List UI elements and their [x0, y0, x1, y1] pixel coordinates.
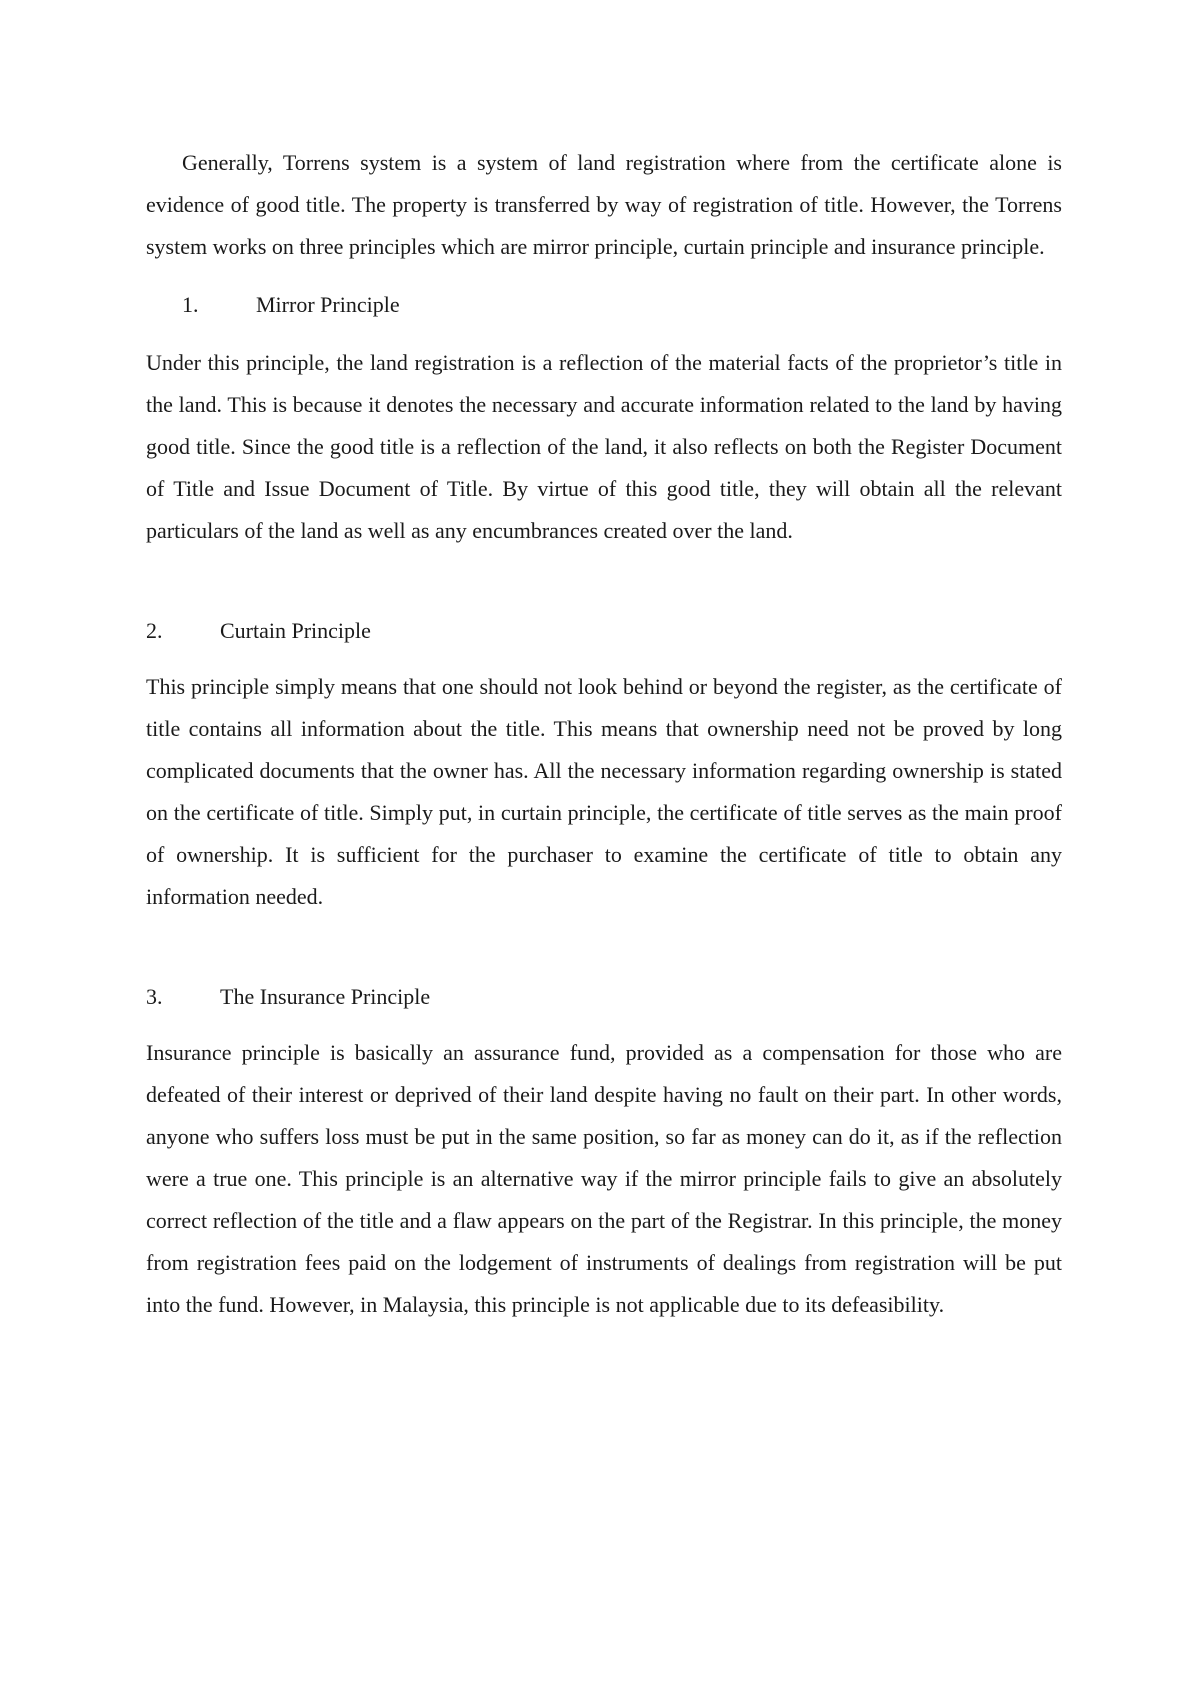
section-heading-mirror-principle	[146, 284, 1062, 326]
section-number: 2.	[146, 618, 163, 643]
intro-paragraph: Generally, Torrens system is a system of land registration where from the certificate alone is evidence of good title. The property is transferred by way of registration of title. However, the Torrens system works on three principles which are mirror principle, curtain principle and insurance principle.	[146, 150, 1062, 259]
document-page	[146, 142, 1062, 1326]
section-number: 1.	[182, 292, 199, 317]
section-number: 3.	[146, 984, 163, 1009]
section-title: Curtain Principle	[220, 618, 371, 643]
section-title: The Insurance Principle	[220, 984, 431, 1009]
section-title: Mirror Principle	[256, 292, 400, 317]
section-body-mirror-principle: Under this principle, the land registration is a reflection of the material facts of the proprietor’s title in the land. This is because it denotes the necessary and accurate information related to the land by having good title. Since the good title is a reflection of the land, it also reflects on both the Register Document of Title and Issue Document of Title. By virtue of this good title, they will obtain all the relevant particulars of the land as well as any encumbrances created over the land.	[146, 350, 1062, 543]
section-heading-curtain-principle	[146, 610, 1062, 652]
section-body-curtain-principle: This principle simply means that one should not look behind or beyond the register, as the certificate of title contains all information about the title. This means that ownership need not be proved by long complicated documents that the owner has. All the necessary information regarding ownership is stated on the certificate of title. Simply put, in curtain principle, the certificate of title serves as the main proof of ownership. It is sufficient for the purchaser to examine the certificate of title to obtain any information needed.	[146, 674, 1062, 909]
section-heading-insurance-principle	[146, 976, 1062, 1018]
section-body-insurance-principle: Insurance principle is basically an assurance fund, provided as a compensation for those who are defeated of their interest or deprived of their land despite having no fault on their part. In other words, anyone who suffers loss must be put in the same position, so far as money can do it, as if the reflection were a true one. This principle is an alternative way if the mirror principle fails to give an absolutely correct reflection of the title and a flaw appears on the part of the Registrar. In this principle, the money from registration fees paid on the lodgement of instruments of dealings from registration will be put into the fund. However, in Malaysia, this principle is not applicable due to its defeasibility.	[146, 1040, 1062, 1317]
